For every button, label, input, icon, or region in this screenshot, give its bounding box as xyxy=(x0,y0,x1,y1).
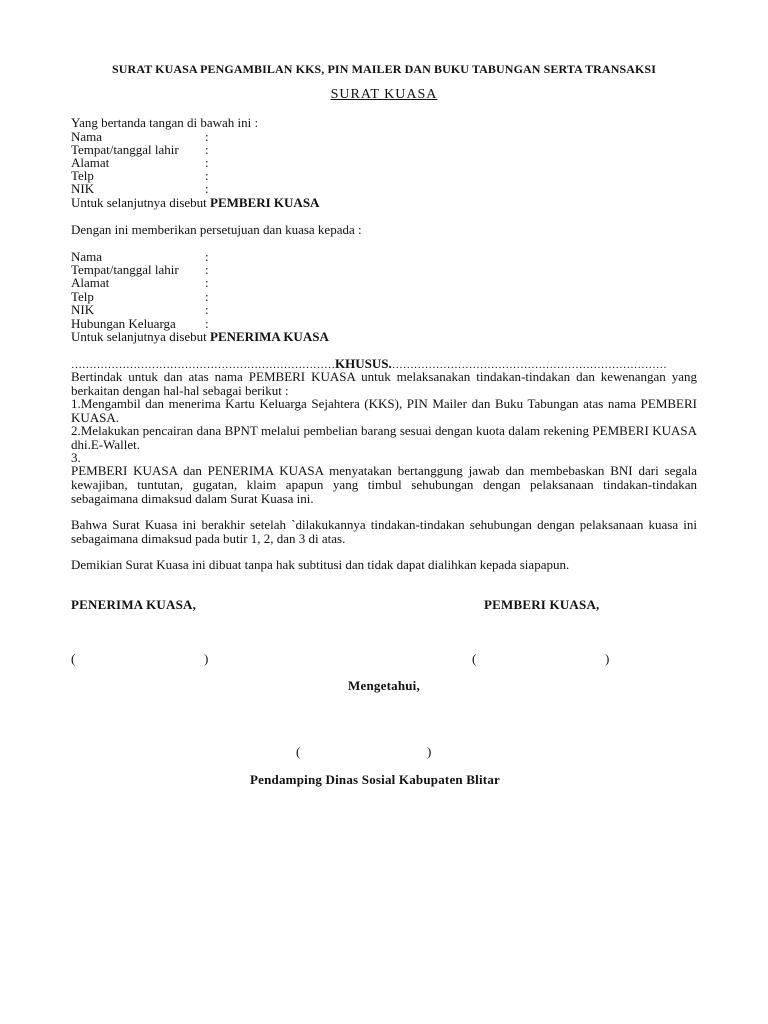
grantor-field-label: Nama xyxy=(71,129,103,144)
grantor-ref-bold: PEMBERI KUASA xyxy=(210,195,320,210)
list-item-3: 3. xyxy=(71,450,81,465)
field-colon: : xyxy=(205,155,209,170)
list-item-2: 2.Melakukan pencairan dana BPNT melalui pembelian barang sesuai dengan kuota dalam rekening PEMBERI KUASA dhi.E-Wallet. xyxy=(71,423,697,452)
body-paragraph-liability: PEMBERI KUASA dan PENERIMA KUASA menyatakan bertanggung jawab dan membebaskan BNI dari segala kewajiban, tuntutan, gugatan, klaim apapun yang timbul sehubungan dengan pelaksanaan tindakan-tindakan sebagaimana dimaksud dalam Surat Kuasa ini. xyxy=(71,463,697,506)
field-colon: : xyxy=(205,302,209,317)
khusus-label: KHUSUS. xyxy=(335,357,392,371)
signature-bracket-close: ) xyxy=(427,744,432,759)
grantor-field-label: Telp xyxy=(71,168,94,183)
grantee-field-label: Tempat/tanggal lahir xyxy=(71,262,179,277)
body-paragraph-closing: Demikian Surat Kuasa ini dibuat tanpa hak subtitusi dan tidak dapat dialihkan kepada siapapun. xyxy=(71,557,570,572)
khusus-dots-left: ……………………………………………………………… xyxy=(71,359,335,371)
field-colon: : xyxy=(205,168,209,183)
field-colon: : xyxy=(205,316,209,331)
consent-line: Dengan ini memberikan persetujuan dan kuasa kepada : xyxy=(71,222,362,237)
body-paragraph-expiry: Bahwa Surat Kuasa ini berakhir setelah `dilakukannya tindakan-tindakan sehubungan dengan pelaksanaan kuasa ini sebagaimana dimaksud pada butir 1, 2, dan 3 di atas. xyxy=(71,517,697,546)
grantee-ref-bold: PENERIMA KUASA xyxy=(210,329,329,344)
grantor-reference xyxy=(71,196,319,210)
grantee-field-label: Telp xyxy=(71,289,94,304)
witness-label: Mengetahui, xyxy=(348,678,420,693)
grantee-ref-prefix: Untuk selanjutnya disebut xyxy=(71,329,207,344)
grantor-field-label: NIK xyxy=(71,181,95,196)
grantor-field-label: Tempat/tanggal lahir xyxy=(71,142,179,157)
grantee-field-label: Alamat xyxy=(71,275,110,290)
signature-bracket-open: ( xyxy=(296,744,301,759)
signature-label-grantee: PENERIMA KUASA, xyxy=(71,597,197,612)
signature-bracket-close: ) xyxy=(605,651,610,666)
grantor-ref-prefix: Untuk selanjutnya disebut xyxy=(71,195,207,210)
signature-bracket-open: ( xyxy=(71,651,76,666)
field-colon: : xyxy=(205,142,209,157)
grantee-reference xyxy=(71,330,329,344)
field-colon: : xyxy=(205,262,209,277)
document-title: SURAT KUASA PENGAMBILAN KKS, PIN MAILER DAN BUKU TABUNGAN SERTA TRANSAKSI xyxy=(112,62,656,76)
grantee-field-label: Hubungan Keluarga xyxy=(71,316,176,331)
field-colon: : xyxy=(205,249,209,264)
intro-line: Yang bertanda tangan di bawah ini : xyxy=(71,115,259,130)
field-colon: : xyxy=(205,275,209,290)
field-colon: : xyxy=(205,129,209,144)
grantee-field-label: Nama xyxy=(71,249,103,264)
khusus-dots-right: ………………………………………………………………… xyxy=(391,359,667,371)
field-colon: : xyxy=(205,289,209,304)
signature-bracket-close: ) xyxy=(204,651,209,666)
signature-bracket-open: ( xyxy=(472,651,477,666)
signature-label-grantor: PEMBERI KUASA, xyxy=(484,597,600,612)
grantor-field-label: Alamat xyxy=(71,155,110,170)
field-colon: : xyxy=(205,181,209,196)
list-item-1: 1.Mengambil dan menerima Kartu Keluarga Sejahtera (KKS), PIN Mailer dan Buku Tabungan atas nama PEMBERI KUASA. xyxy=(71,396,697,425)
grantee-field-label: NIK xyxy=(71,302,95,317)
document-subtitle: SURAT KUASA xyxy=(330,87,438,102)
body-paragraph-authority: Bertindak untuk dan atas nama PEMBERI KUASA untuk melaksanakan tindakan-tindakan dan kewenangan yang berkaitan dengan hal-hal sebagai berikut : xyxy=(71,369,697,398)
witness-role: Pendamping Dinas Sosial Kabupaten Blitar xyxy=(250,772,500,787)
